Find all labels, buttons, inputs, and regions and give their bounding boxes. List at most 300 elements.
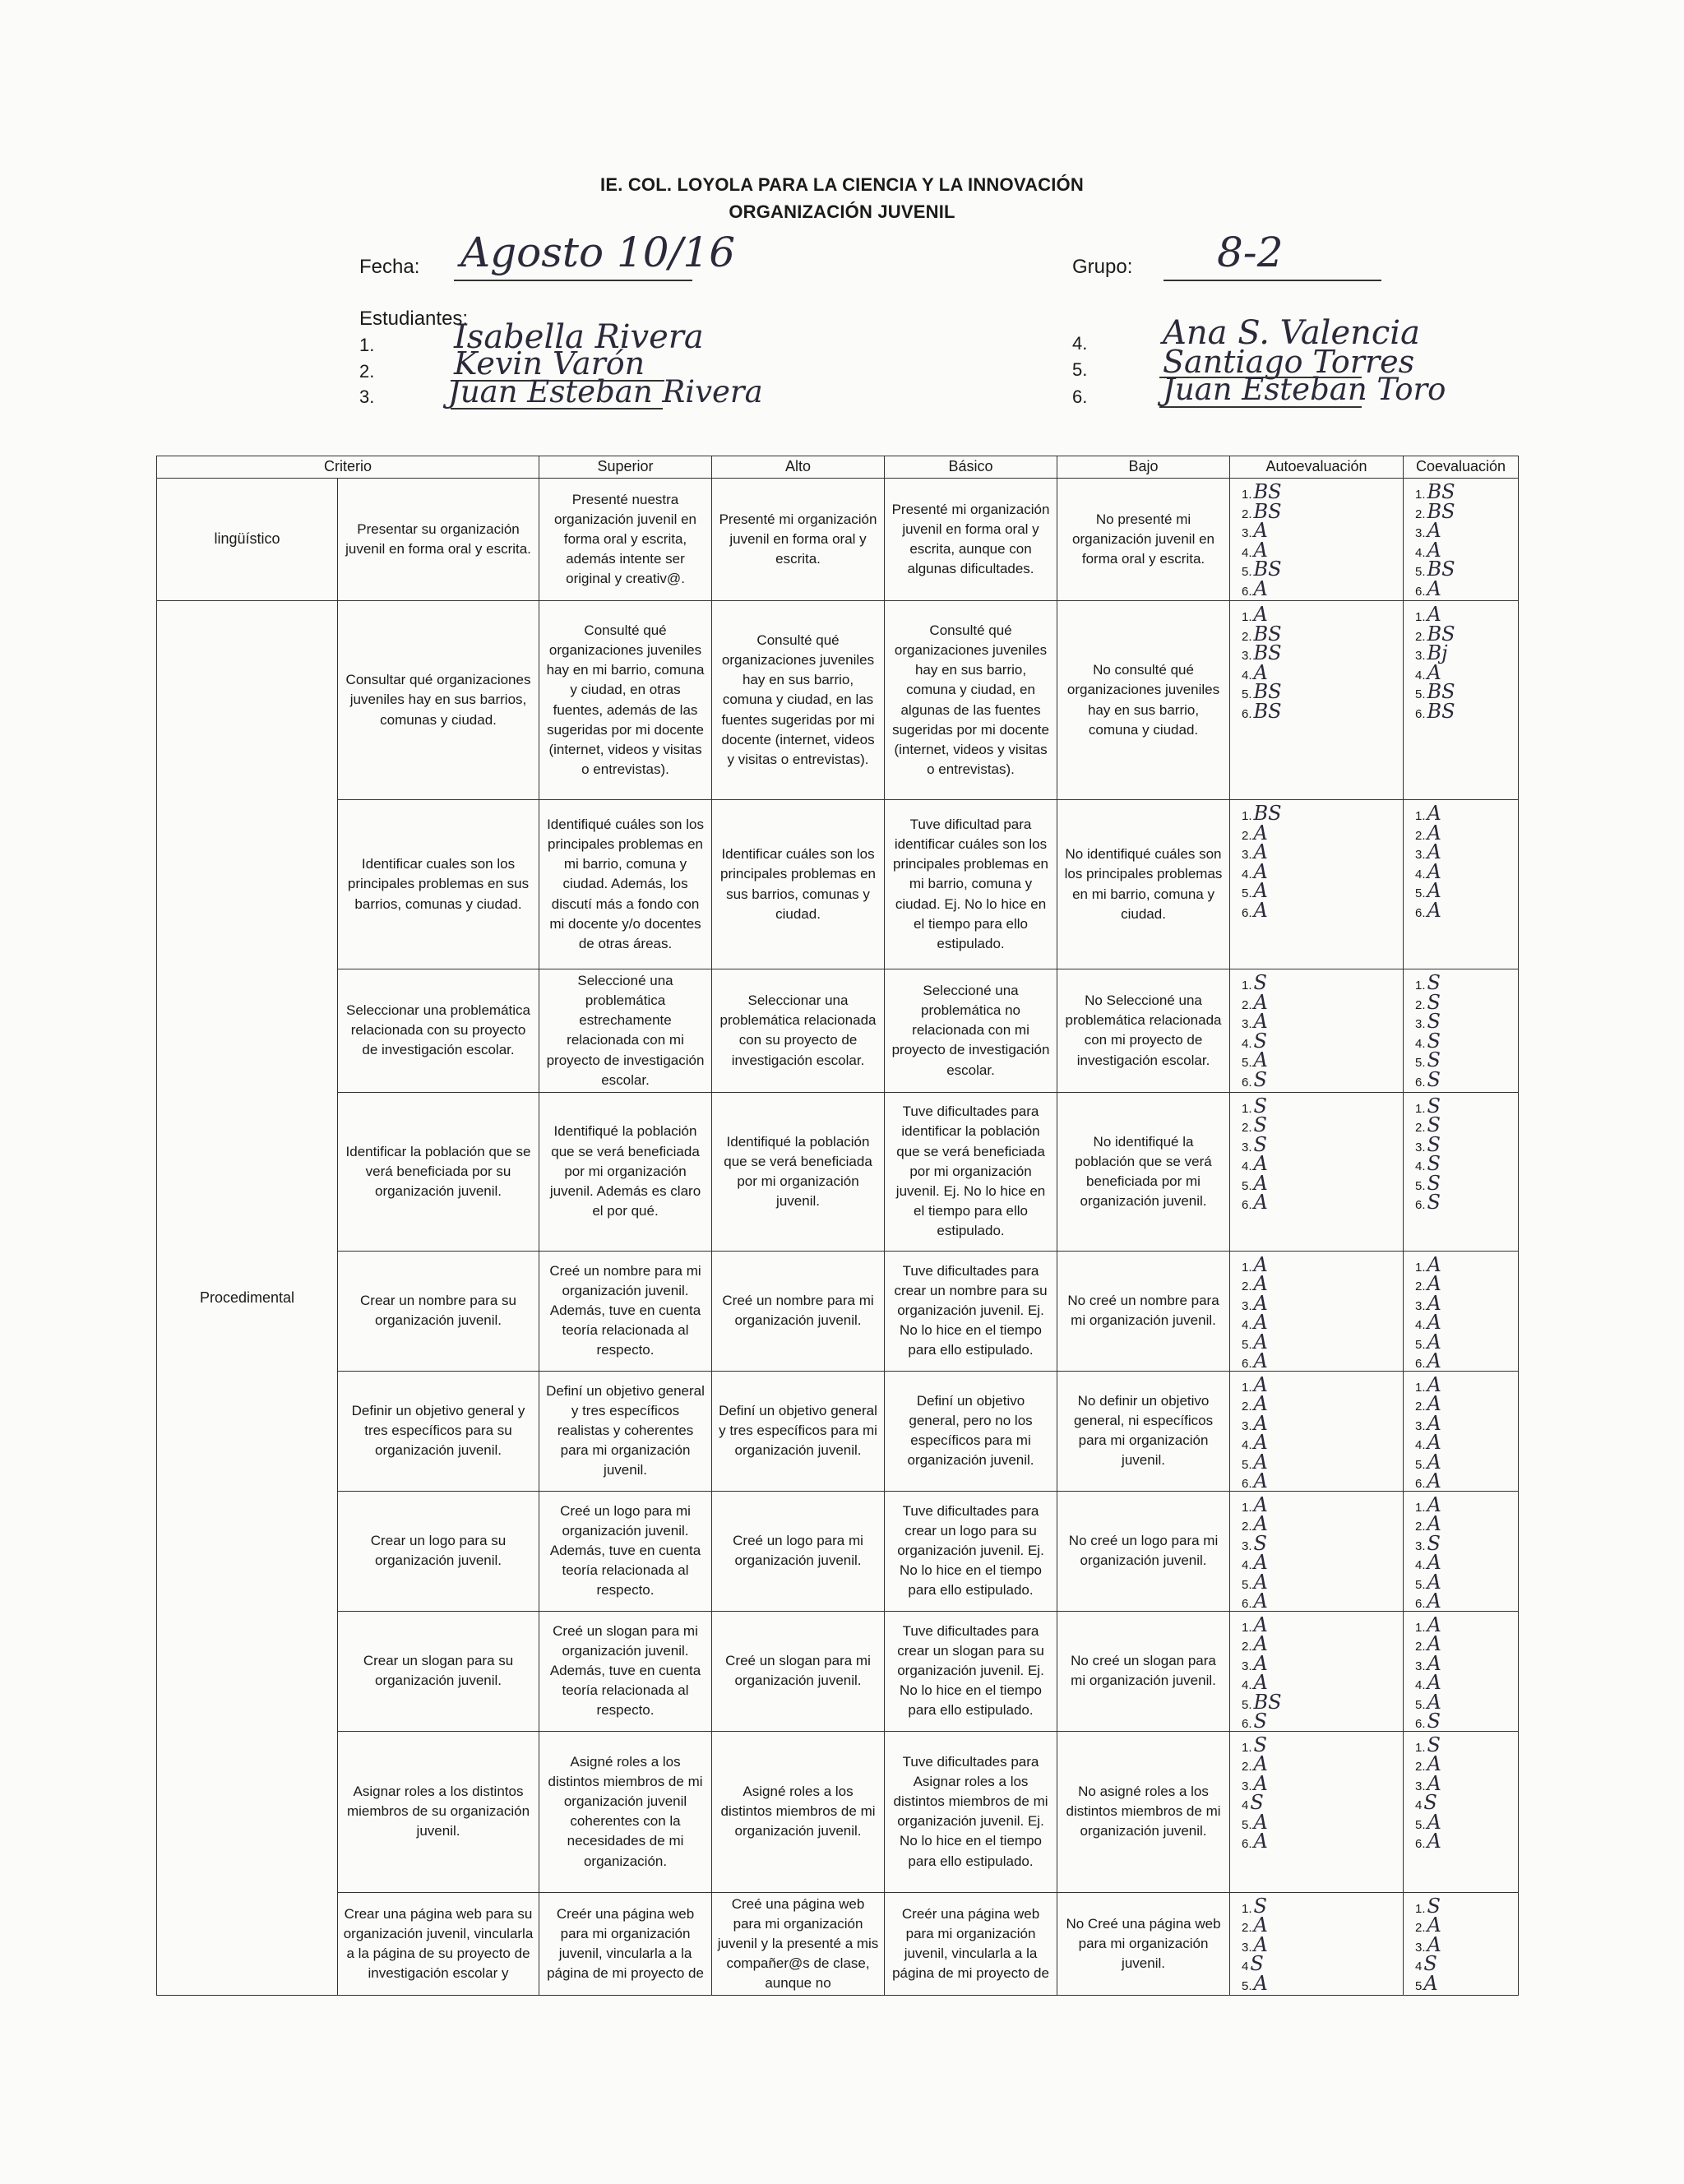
eval-entry xyxy=(1415,1971,1513,1995)
table-row xyxy=(157,1092,1519,1251)
fecha-underline xyxy=(454,280,692,281)
eval-mark: S xyxy=(1427,1191,1441,1215)
eval-number: 4. xyxy=(1242,1036,1252,1051)
superior-cell: Definí un objetivo general y tres específicos realistas y coherentes para mi organización juvenil. xyxy=(539,1371,712,1491)
basico-cell: Tuve dificultades para crear un slogan para su organización juvenil. Ej. No lo hice en el tiempo para ello estipulado. xyxy=(885,1611,1057,1731)
eval-number: 3. xyxy=(1415,848,1426,862)
eval-mark: A xyxy=(1253,1010,1268,1033)
eval-entry xyxy=(1415,660,1513,684)
eval-mark: S xyxy=(1427,1010,1441,1033)
eval-number: 2. xyxy=(1415,1760,1426,1774)
eval-entry xyxy=(1415,1010,1513,1033)
eval-mark: A xyxy=(1253,1272,1268,1296)
eval-number: 3. xyxy=(1415,1418,1426,1433)
eval-mark: A xyxy=(1427,1830,1441,1853)
eval-mark: S xyxy=(1253,1094,1267,1117)
eval-number: 1. xyxy=(1415,1740,1426,1755)
eval-number: 1. xyxy=(1415,1101,1426,1116)
eval-number: 5. xyxy=(1415,1457,1426,1472)
eval-number: 4. xyxy=(1242,1318,1252,1333)
eval-entry xyxy=(1415,1330,1513,1353)
eval-entry xyxy=(1415,990,1513,1014)
basico-cell: Tuve dificultades para identificar la población que se verá beneficiada por mi organización juvenil. Ej. No lo hice en el tiempo para ello estipulado. xyxy=(885,1092,1057,1251)
eval-mark: S xyxy=(1427,1710,1441,1732)
eval-mark: A xyxy=(1253,1191,1268,1215)
eval-mark: S xyxy=(1427,971,1441,994)
eval-mark: A xyxy=(1253,1048,1268,1071)
eval-entry xyxy=(1242,879,1398,902)
alto-cell: Creé un slogan para mi organización juvenil. xyxy=(712,1611,885,1731)
student-name: Kevin Varón xyxy=(454,345,645,382)
eval-entry xyxy=(1242,1830,1398,1853)
eval-number: 2. xyxy=(1242,629,1252,644)
eval-entry xyxy=(1415,1132,1513,1156)
eval-mark: S xyxy=(1427,1894,1441,1918)
eval-mark: BS xyxy=(1253,699,1282,723)
eval-number: 1. xyxy=(1415,979,1426,993)
criterio-cell: Crear un nombre para su organización juvenil. xyxy=(338,1251,539,1371)
eval-number: 5 xyxy=(1415,1978,1423,1993)
eval-entry xyxy=(1242,1252,1398,1276)
eval-number: 5. xyxy=(1415,1697,1426,1712)
eval-mark: S xyxy=(1253,1531,1267,1555)
table-row xyxy=(157,1491,1519,1611)
eval-entry xyxy=(1415,576,1513,600)
basico-cell: Presenté mi organización juvenil en forma oral y escrita, aunque con algunas dificultades. xyxy=(885,479,1057,601)
eval-number: 1. xyxy=(1415,809,1426,823)
eval-number: 4. xyxy=(1242,1558,1252,1573)
basico-cell: Tuve dificultad para identificar cuáles son los principales problemas en mi barrio, comuna y ciudad. Ej. No lo hice en el tiempo para ello estipulado. xyxy=(885,800,1057,969)
eval-number: 4 xyxy=(1415,1798,1423,1813)
document-title: IE. COL. LOYOLA PARA LA CIENCIA Y LA INNOVACIÓN xyxy=(600,174,1084,195)
coevaluacion-cell xyxy=(1404,1731,1519,1892)
eval-mark: A xyxy=(1427,1392,1441,1416)
eval-mark: A xyxy=(1253,576,1268,600)
eval-number: 1. xyxy=(1415,610,1426,624)
bajo-cell: No creé un logo para mi organización juvenil. xyxy=(1057,1491,1230,1611)
basico-cell: Creér una página web para mi organización juvenil, vincularla a la página de mi proyecto de xyxy=(885,1892,1057,1996)
coevaluacion-cell xyxy=(1404,1892,1519,1996)
superior-cell: Consulté qué organizaciones juveniles hay en mi barrio, comuna y ciudad, en otras fuentes, además de las sugeridas por mi docente (internet, videos y visitas o entrevistas). xyxy=(539,601,712,800)
basico-cell: Tuve dificultades para Asignar roles a los distintos miembros de mi organización juvenil. Ej. No lo hice en el tiempo para ello estipulado. xyxy=(885,1731,1057,1892)
eval-entry xyxy=(1415,1113,1513,1137)
student-number: 4. xyxy=(1072,333,1088,354)
eval-entry xyxy=(1242,1330,1398,1353)
coevaluacion-cell xyxy=(1404,1092,1519,1251)
eval-entry xyxy=(1242,1589,1398,1612)
eval-number: 5. xyxy=(1415,1178,1426,1193)
eval-number: 4. xyxy=(1415,1678,1426,1693)
eval-mark: S xyxy=(1423,1791,1437,1815)
eval-number: 1. xyxy=(1242,1380,1252,1395)
eval-mark: A xyxy=(1427,859,1441,883)
basico-cell: Tuve dificultades para crear un nombre para su organización juvenil. Ej. No lo hice en el tiempo para ello estipulado. xyxy=(885,1251,1057,1371)
eval-number: 4 xyxy=(1415,1960,1423,1974)
eval-mark: BS xyxy=(1427,558,1455,581)
eval-mark: A xyxy=(1427,1913,1441,1937)
eval-mark: A xyxy=(1427,1690,1441,1714)
alto-cell: Seleccionar una problemática relacionada con su proyecto de investigación escolar. xyxy=(712,969,885,1093)
eval-number: 3. xyxy=(1415,1779,1426,1793)
eval-number: 5. xyxy=(1242,565,1252,579)
eval-entry xyxy=(1415,1392,1513,1416)
eval-mark: S xyxy=(1253,1894,1267,1918)
eval-number: 1. xyxy=(1242,1901,1252,1916)
eval-number: 3. xyxy=(1242,848,1252,862)
eval-mark: A xyxy=(1253,859,1268,883)
eval-number: 1. xyxy=(1415,1380,1426,1395)
eval-mark: A xyxy=(1253,1632,1268,1656)
criterio-cell: Crear un logo para su organización juvenil. xyxy=(338,1491,539,1611)
eval-number: 6. xyxy=(1415,1717,1426,1732)
eval-number: 5. xyxy=(1415,687,1426,701)
eval-entry xyxy=(1242,1690,1398,1714)
eval-entry xyxy=(1242,1048,1398,1071)
eval-entry xyxy=(1242,1771,1398,1795)
eval-number: 6. xyxy=(1415,1198,1426,1213)
bajo-cell: No creé un slogan para mi organización juvenil. xyxy=(1057,1611,1230,1731)
eval-number: 1. xyxy=(1242,1500,1252,1515)
criterio-cell: Consultar qué organizaciones juveniles hay en sus barrios, comunas y ciudad. xyxy=(338,601,539,800)
eval-number: 5. xyxy=(1415,1817,1426,1832)
eval-mark: S xyxy=(1253,1113,1267,1137)
eval-mark: A xyxy=(1427,1932,1441,1956)
eval-entry xyxy=(1415,641,1513,664)
autoevaluacion-cell xyxy=(1230,969,1404,1093)
eval-mark: A xyxy=(1253,1431,1268,1455)
eval-mark: A xyxy=(1253,1810,1268,1834)
eval-number: 6. xyxy=(1242,706,1252,721)
eval-mark: A xyxy=(1253,1171,1268,1195)
category-cell: lingüístico xyxy=(157,479,338,601)
eval-number: 6. xyxy=(1415,706,1426,721)
eval-entry xyxy=(1242,840,1398,863)
eval-entry xyxy=(1415,603,1513,626)
superior-cell: Identifiqué cuáles son los principales problemas en mi barrio, comuna y ciudad. Además, los discutí más a fondo con mi docente y/o docentes de otras áreas. xyxy=(539,800,712,969)
eval-entry xyxy=(1415,1613,1513,1636)
eval-entry xyxy=(1242,1752,1398,1776)
eval-number: 2. xyxy=(1242,1520,1252,1534)
table-row xyxy=(157,1611,1519,1731)
criterio-cell: Seleccionar una problemática relacionada con su proyecto de investigación escolar. xyxy=(338,969,539,1093)
basico-cell: Consulté qué organizaciones juveniles hay en sus barrio, comuna y ciudad, en algunas de las fuentes sugeridas por mi docente (internet, videos y visitas o entrevistas). xyxy=(885,601,1057,800)
autoevaluacion-cell xyxy=(1230,479,1404,601)
eval-number: 1. xyxy=(1242,979,1252,993)
eval-mark: A xyxy=(1253,1291,1268,1315)
basico-cell: Definí un objetivo general, pero no los específicos para mi organización juvenil. xyxy=(885,1371,1057,1491)
eval-number: 5. xyxy=(1242,1577,1252,1592)
autoevaluacion-cell xyxy=(1230,1371,1404,1491)
eval-entry xyxy=(1415,879,1513,902)
eval-mark: BS xyxy=(1253,499,1282,523)
eval-entry xyxy=(1242,971,1398,994)
alto-cell: Creé un logo para mi organización juvenil. xyxy=(712,1491,885,1611)
eval-mark: A xyxy=(1427,1291,1441,1315)
eval-mark: A xyxy=(1427,1671,1441,1695)
eval-number: 6. xyxy=(1242,1198,1252,1213)
coevaluacion-cell xyxy=(1404,479,1519,601)
criterio-cell: Identificar cuales son los principales problemas en sus barrios, comunas y ciudad. xyxy=(338,800,539,969)
eval-number: 1. xyxy=(1242,1260,1252,1275)
eval-mark: BS xyxy=(1253,802,1282,825)
eval-number: 2. xyxy=(1415,828,1426,843)
bajo-cell: No identifiqué la población que se verá beneficiada por mi organización juvenil. xyxy=(1057,1092,1230,1251)
superior-cell: Creé un logo para mi organización juvenil. Además, tuve en cuenta teoría relacionada al respecto. xyxy=(539,1491,712,1611)
eval-mark: A xyxy=(1253,1913,1268,1937)
table-row xyxy=(157,1892,1519,1996)
eval-number: 2. xyxy=(1415,507,1426,521)
table-row xyxy=(157,1731,1519,1892)
eval-mark: S xyxy=(1250,1791,1264,1815)
eval-number: 6. xyxy=(1242,1357,1252,1372)
eval-mark: A xyxy=(1427,1372,1441,1396)
eval-mark: S xyxy=(1253,1733,1267,1756)
estudiantes-label: Estudiantes: xyxy=(359,308,469,330)
eval-number: 2. xyxy=(1242,1640,1252,1654)
superior-cell: Identifiqué la población que se verá beneficiada por mi organización juvenil. Además es claro el por qué. xyxy=(539,1092,712,1251)
eval-entry xyxy=(1415,1029,1513,1053)
eval-entry xyxy=(1415,538,1513,562)
superior-cell: Presenté nuestra organización juvenil en forma oral y escrita, además intente ser original y creativ@. xyxy=(539,479,712,601)
eval-entry xyxy=(1415,1450,1513,1474)
alto-cell: Identifiqué la población que se verá beneficiada por mi organización juvenil. xyxy=(712,1092,885,1251)
eval-mark: A xyxy=(1427,538,1441,562)
eval-number: 5. xyxy=(1415,886,1426,900)
eval-entry xyxy=(1242,1113,1398,1137)
eval-mark: A xyxy=(1423,1971,1438,1995)
eval-entry xyxy=(1242,1971,1398,1995)
fecha-label: Fecha: xyxy=(359,256,420,278)
eval-entry xyxy=(1415,898,1513,922)
eval-number: 2. xyxy=(1242,1921,1252,1936)
student-name: Santiago Torres xyxy=(1163,344,1415,380)
bajo-cell: No asigné roles a los distintos miembros de mi organización juvenil. xyxy=(1057,1731,1230,1892)
eval-mark: A xyxy=(1427,576,1441,600)
eval-number: 3. xyxy=(1242,1017,1252,1031)
eval-mark: A xyxy=(1253,1613,1268,1636)
eval-number: 3. xyxy=(1242,1298,1252,1313)
eval-number: 6. xyxy=(1242,1075,1252,1090)
eval-mark: A xyxy=(1253,1492,1268,1516)
eval-number: 2. xyxy=(1415,1921,1426,1936)
eval-mark: A xyxy=(1253,1570,1268,1594)
eval-mark: A xyxy=(1253,519,1268,542)
header-autoevaluacion: Autoevaluación xyxy=(1230,456,1404,479)
eval-mark: S xyxy=(1427,1531,1441,1555)
eval-entry xyxy=(1242,1191,1398,1215)
eval-entry xyxy=(1415,1094,1513,1117)
eval-number: 6. xyxy=(1415,1477,1426,1492)
eval-entry xyxy=(1415,1252,1513,1276)
eval-entry xyxy=(1415,1272,1513,1296)
eval-entry xyxy=(1415,1311,1513,1335)
eval-number: 2. xyxy=(1242,507,1252,521)
eval-entry xyxy=(1242,1632,1398,1656)
eval-mark: A xyxy=(1427,519,1441,542)
eval-mark: S xyxy=(1253,1132,1267,1156)
eval-number: 3. xyxy=(1242,649,1252,663)
eval-number: 2. xyxy=(1242,997,1252,1012)
eval-entry xyxy=(1242,603,1398,626)
coevaluacion-cell xyxy=(1404,969,1519,1093)
eval-number: 6. xyxy=(1242,1837,1252,1852)
eval-entry xyxy=(1415,1152,1513,1176)
eval-mark: A xyxy=(1253,879,1268,902)
eval-entry xyxy=(1415,1067,1513,1091)
eval-mark: S xyxy=(1253,1710,1267,1732)
eval-mark: A xyxy=(1427,1411,1441,1435)
eval-entry xyxy=(1242,1469,1398,1492)
eval-mark: A xyxy=(1253,538,1268,562)
eval-entry xyxy=(1415,1551,1513,1575)
header-coevaluacion: Coevaluación xyxy=(1404,456,1519,479)
eval-mark: S xyxy=(1427,1733,1441,1756)
eval-number: 6. xyxy=(1242,1597,1252,1612)
eval-mark: BS xyxy=(1253,622,1282,645)
eval-number: 4. xyxy=(1242,1678,1252,1693)
eval-mark: A xyxy=(1253,1252,1268,1276)
eval-entry xyxy=(1242,622,1398,645)
header-criterio: Criterio xyxy=(157,456,539,479)
autoevaluacion-cell xyxy=(1230,800,1404,969)
eval-entry xyxy=(1242,1810,1398,1834)
eval-entry xyxy=(1415,1952,1513,1976)
eval-number: 4. xyxy=(1242,867,1252,881)
eval-mark: A xyxy=(1427,1752,1441,1776)
eval-mark: A xyxy=(1253,1551,1268,1575)
eval-number: 1. xyxy=(1415,1500,1426,1515)
eval-mark: A xyxy=(1253,1651,1268,1675)
alto-cell: Asigné roles a los distintos miembros de mi organización juvenil. xyxy=(712,1731,885,1892)
student-name: Ana S. Valencia xyxy=(1163,314,1420,352)
eval-number: 4. xyxy=(1242,668,1252,682)
eval-entry xyxy=(1415,1492,1513,1516)
bajo-cell: No identifiqué cuáles son los principales problemas en mi barrio, comuna y ciudad. xyxy=(1057,800,1230,969)
grupo-label: Grupo: xyxy=(1072,256,1133,278)
grupo-underline xyxy=(1164,280,1381,281)
eval-entry xyxy=(1415,859,1513,883)
eval-entry xyxy=(1242,821,1398,844)
eval-number: 4. xyxy=(1242,1159,1252,1174)
table-row xyxy=(157,1371,1519,1491)
table-row xyxy=(157,969,1519,1093)
eval-number: 5. xyxy=(1415,1577,1426,1592)
table-row xyxy=(157,1251,1519,1371)
eval-mark: A xyxy=(1427,1450,1441,1474)
eval-entry xyxy=(1242,1570,1398,1594)
eval-number: 6. xyxy=(1242,1717,1252,1732)
table-row xyxy=(157,800,1519,969)
eval-mark: A xyxy=(1253,1349,1268,1372)
eval-number: 4. xyxy=(1415,545,1426,560)
eval-number: 6. xyxy=(1415,905,1426,920)
student-number: 2. xyxy=(359,361,375,382)
eval-number: 1. xyxy=(1242,1101,1252,1116)
coevaluacion-cell xyxy=(1404,1251,1519,1371)
eval-entry xyxy=(1242,1010,1398,1033)
eval-number: 3. xyxy=(1415,526,1426,540)
eval-number: 2. xyxy=(1415,629,1426,644)
eval-entry xyxy=(1242,641,1398,664)
eval-number: 4. xyxy=(1242,1438,1252,1453)
eval-entry xyxy=(1415,1191,1513,1215)
alto-cell: Creé un nombre para mi organización juvenil. xyxy=(712,1251,885,1371)
eval-number: 3. xyxy=(1415,1539,1426,1553)
superior-cell: Seleccioné una problemática estrechamente relacionada con mi proyecto de investigación escolar. xyxy=(539,969,712,1093)
eval-mark: S xyxy=(1427,1113,1441,1137)
autoevaluacion-cell xyxy=(1230,1491,1404,1611)
eval-entry xyxy=(1242,1894,1398,1918)
eval-entry xyxy=(1415,1913,1513,1937)
eval-entry xyxy=(1415,1512,1513,1536)
eval-number: 5. xyxy=(1242,1178,1252,1193)
eval-entry xyxy=(1242,1671,1398,1695)
eval-number: 1. xyxy=(1415,1901,1426,1916)
eval-entry xyxy=(1242,558,1398,581)
eval-mark: A xyxy=(1253,1830,1268,1853)
eval-mark: A xyxy=(1427,1311,1441,1335)
eval-entry xyxy=(1242,1710,1398,1732)
eval-mark: S xyxy=(1427,990,1441,1014)
eval-mark: A xyxy=(1253,1469,1268,1492)
eval-mark: A xyxy=(1427,660,1441,684)
superior-cell: Creér una página web para mi organización juvenil, vincularla a la página de mi proyecto de xyxy=(539,1892,712,1996)
eval-entry xyxy=(1242,1492,1398,1516)
document-subtitle: ORGANIZACIÓN JUVENIL xyxy=(729,201,955,222)
eval-entry xyxy=(1415,1752,1513,1776)
eval-number: 3. xyxy=(1242,1539,1252,1553)
autoevaluacion-cell xyxy=(1230,1251,1404,1371)
eval-number: 6. xyxy=(1242,584,1252,599)
bajo-cell: No Creé una página web para mi organización juvenil. xyxy=(1057,1892,1230,1996)
eval-number: 4. xyxy=(1242,545,1252,560)
eval-entry xyxy=(1415,840,1513,863)
eval-entry xyxy=(1242,1733,1398,1756)
eval-entry xyxy=(1415,1771,1513,1795)
eval-number: 3. xyxy=(1242,1659,1252,1673)
header-alto: Alto xyxy=(712,456,885,479)
eval-entry xyxy=(1415,1651,1513,1675)
student-name: Isabella Rivera xyxy=(454,318,704,356)
eval-entry xyxy=(1242,519,1398,542)
eval-entry xyxy=(1415,1894,1513,1918)
student-underline xyxy=(451,408,663,410)
eval-number: 4. xyxy=(1415,668,1426,682)
eval-mark: BS xyxy=(1253,480,1282,503)
eval-number: 3. xyxy=(1415,1140,1426,1154)
eval-entry xyxy=(1242,1913,1398,1937)
superior-cell: Creé un slogan para mi organización juvenil. Además, tuve en cuenta teoría relacionada al respecto. xyxy=(539,1611,712,1731)
eval-number: 1. xyxy=(1242,809,1252,823)
eval-number: 5. xyxy=(1242,1697,1252,1712)
eval-number: 2. xyxy=(1415,1400,1426,1414)
eval-entry xyxy=(1242,1311,1398,1335)
eval-mark: A xyxy=(1427,1632,1441,1656)
student-number: 3. xyxy=(359,386,375,407)
eval-entry xyxy=(1415,1372,1513,1396)
eval-number: 3. xyxy=(1242,526,1252,540)
eval-mark: BS xyxy=(1253,641,1282,664)
autoevaluacion-cell xyxy=(1230,1611,1404,1731)
eval-entry xyxy=(1242,480,1398,503)
eval-mark: A xyxy=(1253,1450,1268,1474)
eval-entry xyxy=(1242,1029,1398,1053)
header-bajo: Bajo xyxy=(1057,456,1230,479)
bajo-cell: No Seleccioné una problemática relacionada con mi proyecto de investigación escolar. xyxy=(1057,969,1230,1093)
eval-entry xyxy=(1242,1512,1398,1536)
eval-entry xyxy=(1242,1392,1398,1416)
eval-entry xyxy=(1242,1067,1398,1091)
